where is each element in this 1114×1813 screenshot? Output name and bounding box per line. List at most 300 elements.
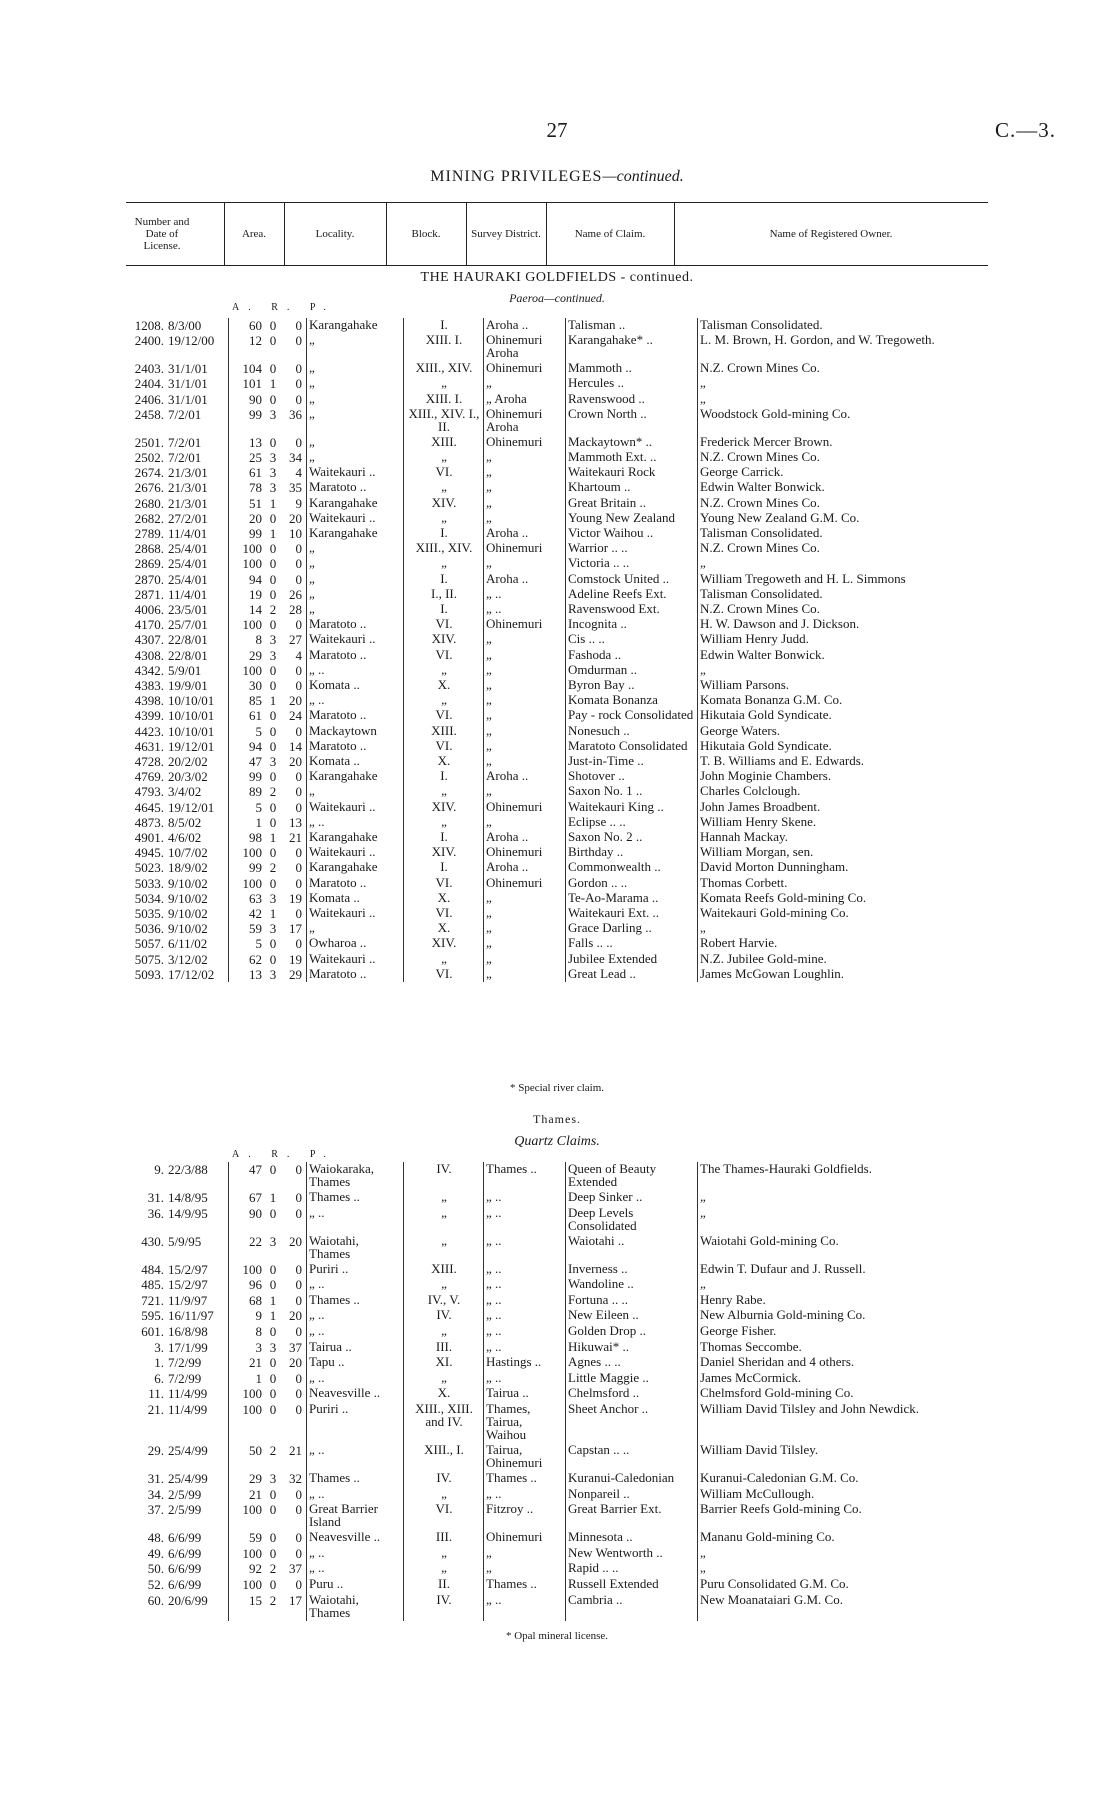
cell-p: 35 (289, 480, 302, 496)
cell-loc: „ (309, 783, 315, 799)
cell-owner: H. W. Dawson and J. Dickson. (700, 616, 860, 632)
cell-p: 34 (289, 450, 302, 465)
cell-survey: „ Aroha (486, 390, 527, 406)
table-row (122, 815, 1002, 830)
section1-heading: THE HAURAKI GOLDFIELDS - continued. (420, 270, 694, 285)
cell-r: 1 (269, 830, 277, 845)
cell-r: 0 (269, 333, 277, 349)
cell-r: 0 (269, 541, 277, 557)
cell-owner: Chelmsford Gold-mining Co. (700, 1385, 854, 1401)
cell-survey: „ (486, 631, 492, 647)
cell-date: 7/2/99 (168, 1355, 202, 1371)
cell-survey: „ .. (486, 1485, 502, 1501)
cell-block: X. (437, 920, 451, 936)
cell-loc: Thames .. (309, 1291, 360, 1307)
cell-date: 3/4/02 (168, 784, 202, 800)
page-title (0, 168, 1114, 186)
cell-survey: „ (486, 905, 492, 920)
cell-claim: Cambria .. (568, 1591, 623, 1607)
table-row (122, 1561, 1002, 1577)
cell-survey: „ (486, 783, 492, 799)
cell-a: 100 (242, 662, 262, 678)
cell-r: 0 (269, 1502, 277, 1518)
cell-date: 9/10/02 (168, 890, 208, 906)
cell-block: „ (441, 1560, 447, 1576)
table-row (122, 769, 1002, 784)
cell-a: 19 (249, 586, 262, 602)
cell-date: 7/2/01 (168, 406, 202, 422)
cell-r: 3 (269, 406, 277, 422)
cell-survey: Aroha .. (486, 768, 529, 784)
table-row (122, 435, 1002, 450)
cell-a: 8 (255, 632, 262, 648)
cell-p: 19 (289, 951, 302, 967)
cell-owner: N.Z. Crown Mines Co. (700, 360, 820, 376)
cell-date: 5/9/01 (168, 662, 202, 678)
cell-claim: Great Barrier Ext. (568, 1501, 662, 1517)
cell-p: 26 (289, 586, 302, 602)
cell-survey: „ (486, 935, 492, 951)
cell-r: 0 (269, 708, 277, 724)
cell-num: 430. (141, 1233, 164, 1249)
cell-block: „ (441, 1323, 447, 1338)
cell-block: I. (440, 317, 448, 332)
cell-p: 20 (289, 510, 302, 526)
cell-a: 100 (242, 541, 262, 557)
table-row (122, 1487, 1002, 1503)
cell-p: 0 (295, 391, 302, 407)
cell-p: 0 (295, 434, 302, 450)
cell-survey: „ .. (486, 601, 502, 616)
cell-survey: „ (486, 950, 492, 966)
cell-claim: Golden Drop .. (568, 1323, 646, 1338)
cell-num: 48. (147, 1530, 164, 1546)
cell-owner: John James Broadbent. (700, 798, 821, 814)
cell-p: 20 (289, 1355, 302, 1371)
cell-num: 484. (141, 1261, 164, 1277)
cell-loc: „ .. (309, 1544, 325, 1560)
table-row (122, 361, 1002, 376)
cell-a: 68 (249, 1292, 262, 1308)
cell-owner: The Thames-Hauraki Goldfields. (700, 1161, 872, 1176)
cell-claim: Little Maggie .. (568, 1369, 649, 1385)
cell-loc: Waitekauri .. (309, 844, 376, 860)
cell-r: 0 (269, 1162, 277, 1177)
cell-claim: Nonesuch .. (568, 722, 630, 738)
cell-owner: Komata Bonanza G.M. Co. (700, 692, 843, 708)
cell-loc: Komata .. (309, 889, 360, 905)
col-claim: Name of Claim. (574, 228, 646, 240)
cell-r: 3 (269, 647, 277, 663)
cell-survey: Ohinemuri (486, 798, 543, 814)
cell-r: 2 (269, 1443, 277, 1458)
cell-loc: „ (309, 360, 315, 376)
cell-claim: Waitekauri Rock (568, 464, 656, 480)
cell-owner: Young New Zealand G.M. Co. (700, 509, 860, 525)
cell-a: 89 (249, 784, 262, 800)
cell-survey: „ (486, 1544, 492, 1560)
cell-num: 5075. (134, 951, 164, 967)
cell-claim: Birthday .. (568, 844, 624, 860)
cell-r: 0 (269, 1261, 277, 1277)
cell-date: 16/11/97 (168, 1308, 214, 1324)
section1-table (122, 318, 1002, 982)
cell-a: 15 (249, 1592, 262, 1608)
cell-num: 11. (148, 1386, 164, 1402)
cell-owner: „ (700, 920, 706, 936)
cell-owner: Barrier Reefs Gold-mining Co. (700, 1501, 862, 1517)
cell-num: 2676. (134, 480, 164, 496)
cell-block: VI. (435, 874, 453, 890)
cell-a: 25 (249, 450, 262, 465)
cell-r: 3 (269, 1339, 277, 1355)
cell-survey: „ (486, 509, 492, 525)
cell-block: VI. (435, 464, 453, 480)
cell-date: 31/1/01 (168, 361, 208, 377)
cell-block: X. (437, 889, 451, 905)
cell-claim: Mammoth .. (568, 360, 632, 376)
cell-r: 1 (269, 1190, 277, 1205)
cell-loc: Waitekauri .. (309, 464, 376, 480)
cell-r: 0 (269, 510, 277, 526)
cell-claim: Karangahake* .. (568, 332, 653, 348)
title-suffix: —continued. (602, 168, 684, 185)
cell-block: VI. (435, 707, 453, 723)
column-rule (306, 1162, 307, 1621)
cell-loc: Waitekauri .. (309, 905, 376, 920)
cell-claim: New Wentworth .. (568, 1544, 663, 1560)
cell-owner: Charles Colclough. (700, 783, 801, 799)
cell-a: 94 (249, 571, 262, 587)
cell-num: 4728. (134, 754, 164, 769)
cell-a: 59 (249, 1530, 262, 1546)
cell-owner: Woodstock Gold-mining Co. (700, 405, 851, 421)
cell-loc: „ .. (309, 1485, 325, 1501)
cell-survey: Ohinemuri (486, 433, 543, 449)
cell-num: 52. (147, 1577, 164, 1592)
cell-r: 3 (269, 1471, 277, 1486)
cell-claim: Just-in-Time .. (568, 753, 644, 768)
cell-claim: Deep Sinker .. (568, 1189, 643, 1204)
cell-survey: Aroha .. (486, 570, 529, 586)
cell-loc: Waiotahi, Thames (309, 1591, 359, 1620)
cell-block: XIII. (431, 433, 457, 449)
cell-block: XIII., XIV. I., II. (408, 405, 480, 434)
table-row (122, 800, 1002, 815)
cell-p: 0 (295, 1205, 302, 1221)
cell-num: 2458. (134, 406, 164, 422)
table-row (122, 511, 1002, 526)
cell-claim: Warrior .. .. (568, 540, 628, 556)
cell-loc: Komata .. (309, 753, 360, 768)
cell-r: 2 (269, 1561, 277, 1577)
cell-owner: N.Z. Crown Mines Co. (700, 601, 820, 616)
cell-survey: Tairua, Ohinemuri (486, 1442, 543, 1470)
cell-loc: „ (309, 555, 315, 571)
cell-claim: Hercules .. (568, 375, 624, 391)
section2-subheading: Quartz Claims. (514, 1134, 600, 1149)
cell-owner: „ (700, 1560, 706, 1576)
cell-loc: Waiotahi, Thames (309, 1232, 359, 1261)
cell-num: 2501. (134, 434, 164, 450)
cell-date: 20/3/02 (168, 769, 208, 785)
table-row (122, 906, 1002, 921)
cell-claim: Rapid .. .. (568, 1560, 619, 1576)
cell-loc: „ (309, 433, 315, 449)
cell-owner: Edwin Walter Bonwick. (700, 479, 825, 495)
cell-block: VI. (435, 737, 453, 753)
cell-block: „ (441, 509, 447, 525)
cell-num: 31. (147, 1471, 164, 1486)
document-code: C.—3. (994, 118, 1056, 142)
cell-claim: Byron Bay .. (568, 677, 635, 692)
col-locality: Locality. (315, 228, 355, 240)
cell-date: 9/10/02 (168, 906, 208, 921)
cell-num: 2871. (134, 586, 164, 602)
cell-survey: „ (486, 965, 492, 981)
cell-survey: „ .. (486, 1204, 502, 1220)
cell-survey: „ (486, 692, 492, 708)
column-rule (483, 1162, 484, 1621)
cell-r: 0 (269, 662, 277, 678)
table-row (122, 663, 1002, 678)
cell-p: 27 (289, 632, 302, 648)
cell-a: 5 (255, 936, 262, 952)
cell-date: 27/2/01 (168, 510, 208, 526)
cell-claim: Queen of Beauty Extended (568, 1161, 657, 1189)
cell-r: 1 (269, 376, 277, 392)
cell-r: 0 (269, 1370, 277, 1386)
cell-loc: Karangahake (309, 859, 378, 875)
cell-claim: Commonwealth .. (568, 859, 661, 875)
cell-owner: Hannah Mackay. (700, 829, 788, 844)
cell-p: 0 (295, 1277, 302, 1293)
cell-num: 29. (147, 1443, 164, 1458)
cell-owner: James McCormick. (700, 1369, 802, 1385)
section2-heading: Thames. (533, 1112, 581, 1126)
cell-survey: Ohinemuri (486, 1529, 543, 1545)
table-row (122, 1340, 1002, 1356)
table-row (122, 1577, 1002, 1593)
cell-date: 4/6/02 (168, 830, 202, 845)
cell-p: 17 (289, 1592, 302, 1608)
cell-block: XIV. (431, 631, 457, 647)
cell-num: 4631. (134, 738, 164, 754)
cell-block: VI. (435, 965, 453, 981)
cell-date: 22/8/01 (168, 647, 208, 663)
table-row (122, 1293, 1002, 1309)
cell-date: 11/9/97 (168, 1292, 208, 1308)
title-main: MINING PRIVILEGES (430, 168, 603, 185)
cell-claim: Great Britain .. (568, 494, 646, 510)
table-row (122, 572, 1002, 587)
cell-loc: Karangahake (309, 525, 378, 540)
cell-p: 29 (289, 966, 302, 982)
cell-loc: Maratoto .. (309, 479, 367, 495)
cell-block: „ (441, 1276, 447, 1292)
cell-p: 24 (289, 708, 302, 724)
cell-loc: „ (309, 920, 315, 936)
cell-claim: Mammoth Ext. .. (568, 449, 657, 464)
cell-survey: „ (486, 494, 492, 510)
cell-owner: Mananu Gold-mining Co. (700, 1529, 835, 1545)
cell-a: 100 (242, 1577, 262, 1592)
cell-a: 99 (249, 769, 262, 785)
cell-p: 13 (289, 814, 302, 830)
cell-p: 17 (289, 921, 302, 937)
cell-loc: „ (309, 540, 315, 556)
cell-loc: „ .. (309, 1204, 325, 1220)
cell-block: IV. (436, 1161, 452, 1176)
cell-claim: Cis .. .. (568, 631, 605, 647)
cell-owner: William Henry Skene. (700, 813, 817, 829)
cell-claim: Sheet Anchor .. (568, 1401, 649, 1416)
cell-loc: „ (309, 570, 315, 586)
cell-date: 10/7/02 (168, 845, 208, 861)
cell-num: 4170. (134, 617, 164, 633)
cell-a: 12 (249, 333, 262, 349)
cell-num: 4399. (134, 708, 164, 724)
cell-a: 100 (242, 875, 262, 891)
cell-r: 0 (269, 1402, 277, 1417)
cell-survey: Thames .. (486, 1161, 537, 1176)
cell-date: 20/2/02 (168, 754, 208, 769)
cell-date: 22/8/01 (168, 632, 208, 648)
cell-p: 0 (295, 1162, 302, 1177)
cell-survey: „ .. (486, 585, 502, 601)
cell-p: 0 (295, 784, 302, 800)
cell-block: „ (441, 375, 447, 391)
cell-num: 601. (141, 1324, 164, 1339)
cell-survey: Tairua .. (486, 1385, 529, 1401)
cell-block: IV. (436, 1470, 452, 1485)
cell-claim: Fortuna .. .. (568, 1291, 628, 1307)
table-row (122, 678, 1002, 693)
cell-survey: „ (486, 737, 492, 753)
cell-loc: Karangahake (309, 768, 378, 784)
cell-r: 3 (269, 450, 277, 465)
cell-owner: T. B. Williams and E. Edwards. (700, 753, 864, 768)
cell-block: „ (441, 661, 447, 677)
cell-owner: N.Z. Crown Mines Co. (700, 540, 820, 556)
cell-r: 1 (269, 1292, 277, 1308)
cell-num: 3. (154, 1339, 164, 1355)
cell-a: 100 (242, 1502, 262, 1518)
cell-r: 0 (269, 1205, 277, 1221)
cell-num: 485. (141, 1277, 164, 1293)
cell-p: 37 (289, 1561, 302, 1577)
cell-date: 8/3/00 (168, 318, 202, 333)
cell-loc: Waitekauri .. (309, 798, 376, 814)
cell-num: 49. (147, 1545, 164, 1561)
cell-date: 3/12/02 (168, 951, 208, 967)
cell-claim: Saxon No. 2 .. (568, 829, 643, 844)
table-row (122, 952, 1002, 967)
col-number-date: Number and Date of License. (134, 216, 190, 252)
table-row (122, 1443, 1002, 1471)
column-rule (697, 318, 698, 982)
cell-owner: William Tregoweth and H. L. Simmons (700, 570, 906, 586)
cell-owner: Hikutaia Gold Syndicate. (700, 737, 832, 753)
cell-block: VI. (435, 1501, 453, 1517)
cell-num: 4006. (134, 602, 164, 617)
cell-p: 0 (295, 1261, 302, 1277)
cell-p: 0 (295, 906, 302, 921)
cell-loc: Tapu .. (309, 1354, 345, 1370)
cell-num: 60. (147, 1592, 164, 1608)
cell-num: 4342. (134, 662, 164, 678)
cell-r: 0 (269, 586, 277, 602)
cell-r: 0 (269, 1355, 277, 1371)
cell-owner: William McCullough. (700, 1485, 815, 1501)
cell-loc: Puriri .. (309, 1401, 349, 1416)
cell-owner: Henry Rabe. (700, 1291, 766, 1307)
cell-r: 0 (269, 391, 277, 407)
cell-num: 4423. (134, 723, 164, 739)
cell-loc: „ (309, 405, 315, 421)
col-area: Area. (241, 228, 267, 240)
cell-date: 17/12/02 (168, 966, 215, 982)
cell-block: XIII., I. (424, 1442, 464, 1457)
cell-date: 11/4/99 (168, 1402, 208, 1417)
cell-claim: Young New Zealand (568, 509, 675, 525)
table-row (122, 1471, 1002, 1487)
cell-date: 19/12/00 (168, 333, 215, 349)
cell-survey: „ (486, 555, 492, 571)
cell-survey: Ohinemuri (486, 540, 543, 556)
cell-date: 19/12/01 (168, 738, 215, 754)
cell-a: 96 (249, 1277, 262, 1293)
cell-date: 18/9/02 (168, 860, 208, 876)
cell-num: 4308. (134, 647, 164, 663)
cell-claim: Maratoto Consolidated (568, 737, 688, 753)
cell-date: 31/1/01 (168, 376, 208, 392)
cell-r: 0 (269, 875, 277, 891)
cell-loc: „ .. (309, 813, 325, 829)
cell-a: 100 (242, 556, 262, 572)
cell-survey: „ (486, 813, 492, 829)
cell-r: 2 (269, 1592, 277, 1608)
cell-survey: „ (486, 661, 492, 677)
cell-num: 1. (154, 1355, 164, 1371)
cell-num: 5093. (134, 966, 164, 982)
table-row (122, 784, 1002, 799)
cell-r: 3 (269, 921, 277, 937)
cell-owner: „ (700, 1189, 706, 1204)
cell-block: XIV. (431, 798, 457, 814)
cell-block: XIII. I. (425, 332, 463, 348)
cell-block: I. (440, 829, 448, 844)
cell-p: 32 (289, 1471, 302, 1486)
cell-block: XIII. I. (425, 390, 463, 406)
cell-p: 0 (295, 1190, 302, 1205)
table-row (122, 1502, 1002, 1530)
cell-claim: Inverness .. (568, 1260, 628, 1276)
cell-r: 3 (269, 480, 277, 496)
cell-claim: Fashoda .. (568, 646, 622, 662)
cell-loc: „ .. (309, 692, 325, 708)
cell-loc: Maratoto .. (309, 646, 367, 662)
cell-a: 63 (249, 890, 262, 906)
cell-num: 5023. (134, 860, 164, 876)
cell-claim: Ravenswood Ext. (568, 601, 660, 616)
table-row (122, 860, 1002, 875)
cell-loc: Komata .. (309, 677, 360, 692)
cell-owner: Robert Harvie. (700, 935, 778, 951)
table-row (122, 754, 1002, 769)
cell-num: 50. (147, 1561, 164, 1577)
cell-loc: Mackaytown (309, 722, 377, 738)
